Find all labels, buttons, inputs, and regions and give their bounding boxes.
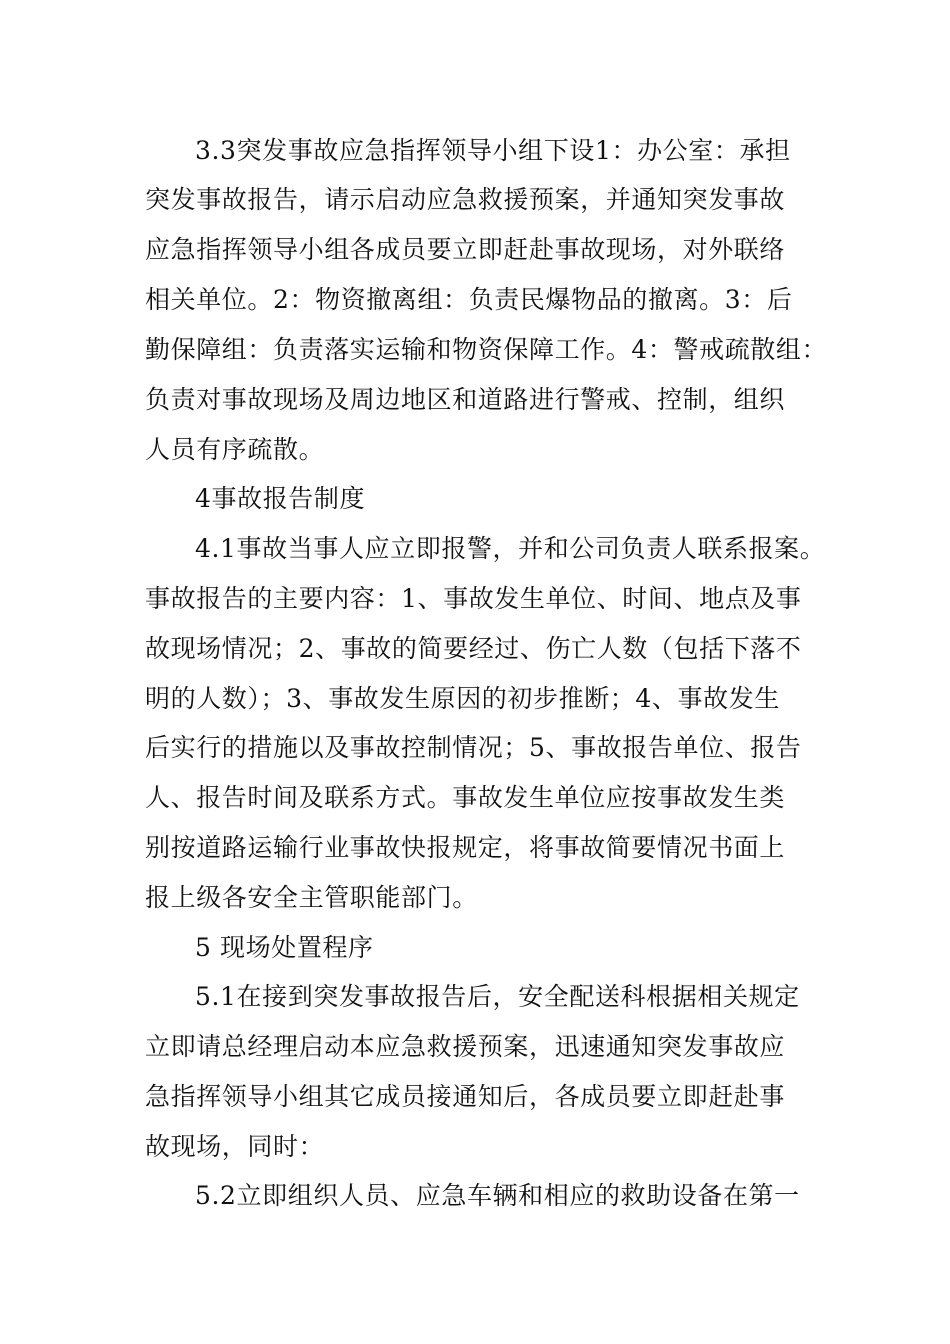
para-3-3-line: 勤保障组：负责落实运输和物资保障工作。4：警戒疏散组： <box>145 335 828 364</box>
section-5-heading: 5 现场处置程序 <box>195 933 374 962</box>
para-3-3-line: 人员有序疏散。 <box>145 435 325 464</box>
para-3-3-line: 负责对事故现场及周边地区和道路进行警戒、控制，组织 <box>145 385 786 414</box>
para-3-3-line: 应急指挥领导小组各成员要立即赶赴事故现场，对外联络 <box>145 235 786 264</box>
para-4-1-line: 明的人数）；3、事故发生原因的初步推断；4、事故发生 <box>145 684 780 713</box>
para-4-1-line: 人、报告时间及联系方式。事故发生单位应按事故发生类 <box>145 783 786 812</box>
para-4-1-line: 事故报告的主要内容：1、事故发生单位、时间、地点及事 <box>145 584 802 613</box>
para-3-3-line: 相关单位。2：物资撤离组：负责民爆物品的撤离。3：后 <box>145 285 793 314</box>
para-4-1-line: 别按道路运输行业事故快报规定，将事故简要情况书面上 <box>145 833 786 862</box>
para-3-3-line: 突发事故报告，请示启动应急救援预案，并通知突发事故 <box>145 185 786 214</box>
para-4-1-line: 4.1事故当事人应立即报警，并和公司负责人联系报案。 <box>195 534 826 563</box>
para-5-1-line: 急指挥领导小组其它成员接通知后，各成员要立即赶赴事 <box>145 1082 786 1111</box>
para-5-1-line: 立即请总经理启动本应急救援预案，迅速通知突发事故应 <box>145 1032 786 1061</box>
para-5-1-line: 5.1在接到突发事故报告后，安全配送科根据相关规定 <box>195 982 800 1011</box>
para-4-1-line: 报上级各安全主管职能部门。 <box>145 883 478 912</box>
section-4-heading: 4事故报告制度 <box>195 484 366 513</box>
para-4-1-line: 故现场情况；2、事故的简要经过、伤亡人数（包括下落不 <box>145 634 802 663</box>
para-5-1-line: 故现场，同时： <box>145 1132 325 1161</box>
para-4-1-line: 后实行的措施以及事故控制情况；5、事故报告单位、报告 <box>145 733 802 762</box>
para-5-2-line: 5.2立即组织人员、应急车辆和相应的救助设备在第一 <box>195 1181 800 1210</box>
para-3-3-line: 3.3突发事故应急指挥领导小组下设1：办公室：承担 <box>195 136 791 165</box>
